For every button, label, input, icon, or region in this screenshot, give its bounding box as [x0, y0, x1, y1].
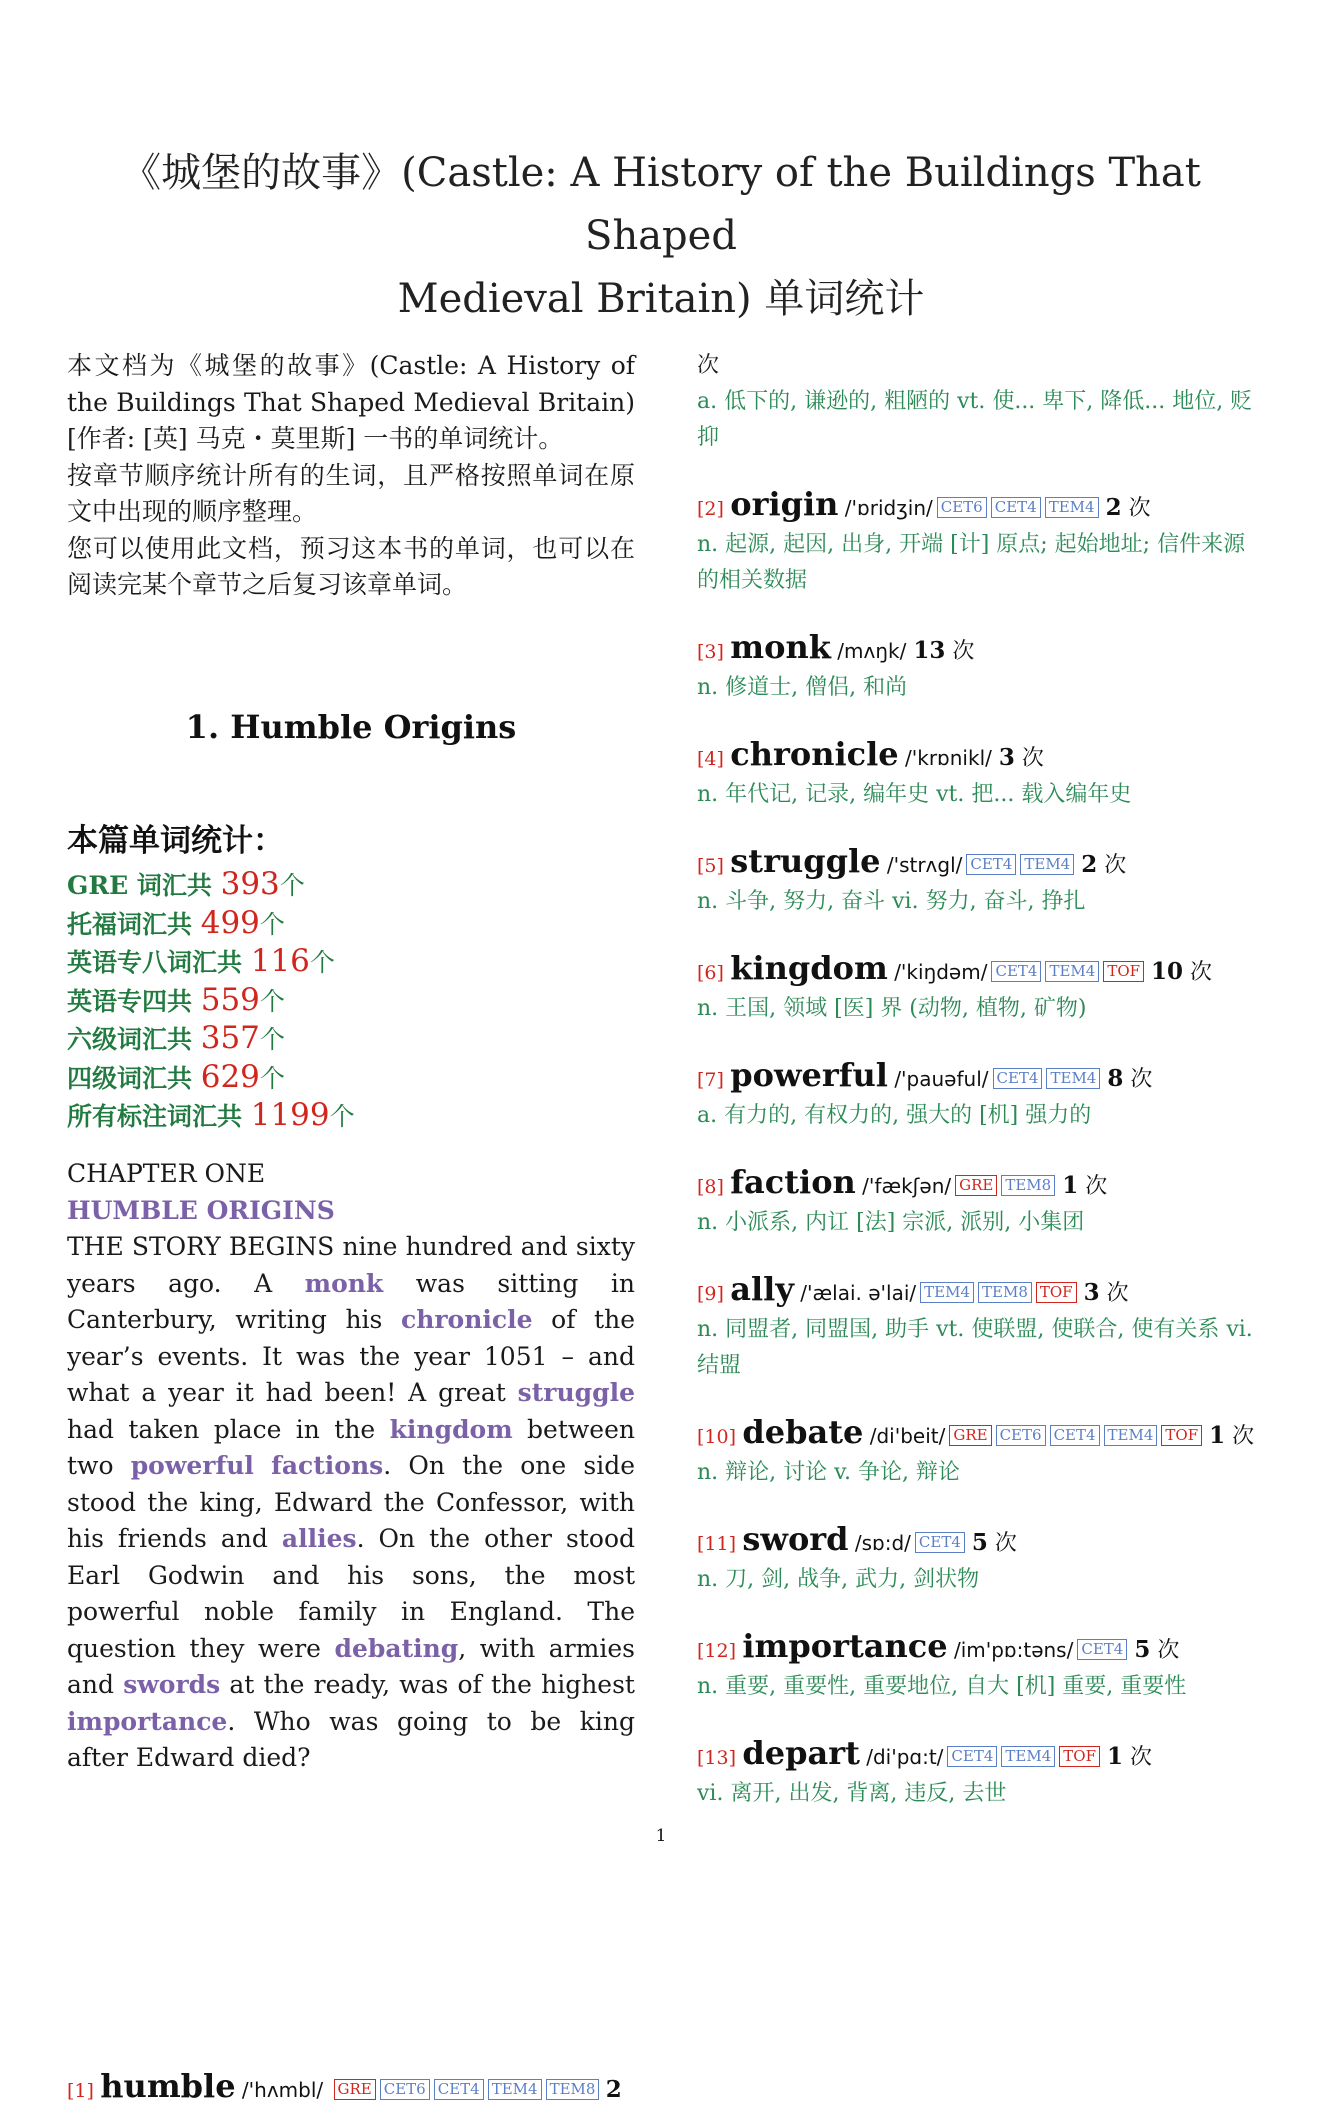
stat-unit: 个: [259, 986, 285, 1016]
highlighted-word: debating: [334, 1633, 459, 1663]
entry-count: 1 次: [1106, 1743, 1152, 1770]
entry-head: [697, 1271, 1267, 1312]
entry-index: [2]: [697, 498, 724, 520]
entry-word: powerful: [730, 1056, 888, 1094]
entry-definition: n. 修道士, 僧侣, 和尚: [697, 675, 908, 700]
stat-number: 499: [200, 904, 260, 941]
stat-number: 1199: [250, 1097, 330, 1133]
level-tag: TOF: [1161, 1425, 1202, 1446]
entry-count: 2: [605, 2076, 622, 2103]
entry-head: [697, 1414, 1267, 1455]
level-tag: CET4: [434, 2079, 484, 2100]
intro-paragraph: 您可以使用此文档，预习这本书的单词，也可以在阅读完某个章节之后复习该章单词。: [67, 533, 635, 599]
chapter-heading: 1. Humble Origins: [185, 708, 517, 746]
entry-definition: n. 年代记, 记录, 编年史 vt. 把... 载入编年史: [697, 782, 1132, 807]
vocab-entry: [697, 486, 1267, 599]
entry-phonetic: /di'pɑ:t/: [866, 1745, 944, 1769]
page-number: 1: [655, 1826, 667, 1846]
highlighted-word: swords: [123, 1670, 221, 1699]
entry-word: struggle: [730, 842, 881, 880]
entry-definition: n. 斗争, 努力, 奋斗 vi. 努力, 奋斗, 挣扎: [697, 889, 1086, 914]
entry-phonetic: /'ælai. ə'lai/: [800, 1281, 917, 1305]
story-text: [67, 1156, 635, 1777]
level-tag: TOF: [1103, 961, 1144, 982]
spacer: [697, 706, 1267, 736]
stats-heading: 本篇单词统计：: [67, 823, 284, 859]
entry-phonetic: /im'pɒ:təns/: [953, 1638, 1074, 1662]
level-tag: CET4: [947, 1746, 997, 1767]
entry-word: sword: [742, 1520, 849, 1558]
left-column: [67, 348, 636, 2105]
spacer: [697, 1491, 1267, 1521]
spacer: [697, 1598, 1267, 1628]
level-tag: CET4: [993, 1068, 1043, 1089]
entry-index: [7]: [697, 1069, 724, 1091]
level-tag: CET6: [996, 1425, 1046, 1446]
entry-head: [697, 1628, 1267, 1669]
vocab-entry: [697, 629, 1267, 706]
spacer: [697, 599, 1267, 629]
intro-paragraph: 按章节顺序统计所有的生词，且严格按照单词在原文中出现的顺序整理。: [67, 460, 635, 526]
entry-count: 10 次: [1151, 958, 1213, 985]
stat-row: [67, 943, 355, 982]
spacer: [697, 456, 1267, 486]
entry-phonetic: /'krɒnikl/: [905, 746, 992, 770]
entry-word: faction: [730, 1163, 856, 1201]
level-tag: GRE: [955, 1175, 997, 1196]
right-column: [697, 348, 1267, 1812]
stat-unit: 个: [259, 1063, 285, 1093]
level-tag: TEM4: [1001, 1746, 1055, 1767]
entry-definition: n. 同盟者, 同盟国, 助手 vt. 使联盟, 使联合, 使有关系 vi. 结盟: [697, 1317, 1253, 1378]
level-tag: TEM4: [1104, 1425, 1158, 1446]
entry-index: [1]: [67, 2080, 94, 2102]
level-tag: TEM8: [546, 2079, 600, 2100]
level-tag: TOF: [1036, 1282, 1077, 1303]
stat-row: [67, 905, 355, 944]
entry-definition: n. 王国, 领域 [医] 界 (动物, 植物, 矿物): [697, 996, 1087, 1021]
title-line-1: 《城堡的故事》(Castle: A History of the Buildings That Shaped: [121, 150, 1201, 259]
level-tag: CET6: [380, 2079, 430, 2100]
highlighted-word: importance: [67, 1706, 228, 1736]
stat-number: 393: [220, 866, 280, 902]
entry-word: importance: [742, 1627, 948, 1665]
chapter-title: HUMBLE ORIGINS: [67, 1195, 335, 1225]
entry-count: 3 次: [1083, 1279, 1129, 1306]
entry-definition: n. 刀, 剑, 战争, 武力, 剑状物: [697, 1567, 980, 1592]
vocab-entry: [697, 1521, 1267, 1598]
highlighted-word: struggle: [517, 1378, 635, 1407]
level-tag: GRE: [949, 1425, 991, 1446]
entry-definition: n. 小派系, 内讧 [法] 宗派, 派别, 小集团: [697, 1210, 1085, 1235]
highlighted-word: chronicle: [400, 1305, 533, 1334]
entry-head: [697, 843, 1267, 884]
stat-label: 所有标注词汇共: [67, 1102, 251, 1131]
level-tag: TEM4: [1045, 961, 1099, 982]
spacer: [697, 1705, 1267, 1735]
entry-head: [697, 736, 1267, 777]
entry-phonetic: /'ɒridʒin/: [844, 496, 933, 520]
entry-head: [697, 1164, 1267, 1205]
entry-definition: vi. 离开, 出发, 背离, 违反, 去世: [697, 1781, 1007, 1806]
vocab-entry: [697, 1735, 1267, 1812]
stat-row: [67, 1020, 355, 1059]
entry-index: [10]: [697, 1426, 737, 1448]
vocab-entry: [67, 2068, 635, 2109]
highlighted-word: powerful: [130, 1451, 254, 1480]
entry-phonetic: /sɒ:d/: [854, 1531, 911, 1555]
level-tag: CET6: [937, 497, 987, 518]
stat-label: 托福词汇共: [67, 909, 201, 939]
entry-count: 13 次: [913, 637, 975, 664]
spacer: [697, 813, 1267, 843]
level-tag: CET4: [915, 1532, 965, 1553]
entry-phonetic: /'strʌgl/: [886, 853, 963, 877]
stat-row: [67, 982, 355, 1021]
level-tag: TEM4: [488, 2079, 542, 2100]
level-tag: CET4: [966, 854, 1016, 875]
entry-phonetic: /'kiŋdəm/: [894, 960, 988, 984]
spacer: [697, 920, 1267, 950]
stat-number: 559: [200, 981, 260, 1018]
entry-head: [697, 1735, 1267, 1776]
stat-number: 116: [250, 943, 310, 979]
entry-phonetic: /'hʌmbl/: [241, 2078, 324, 2102]
intro-section: [67, 348, 635, 604]
stat-number: 629: [200, 1058, 260, 1095]
stat-label: GRE 词汇共: [67, 871, 221, 900]
stat-unit: 个: [259, 909, 285, 939]
entry-word: chronicle: [730, 735, 899, 773]
stat-label: 英语专四共: [67, 986, 201, 1016]
intro-paragraph: 本文档为《城堡的故事》(Castle: A History of the Buildings That Shaped Medieval Britain)[作者: [英] 马克・莫里斯] 一书的单词统计。: [67, 351, 635, 453]
entry-index: [5]: [697, 855, 724, 877]
entry-count: 3 次: [998, 744, 1044, 771]
entry-count: 5 次: [971, 1529, 1017, 1556]
highlighted-word: monk: [304, 1268, 384, 1298]
entry-count: 8 次: [1107, 1065, 1153, 1092]
stat-row: [67, 1059, 355, 1098]
highlighted-word: allies: [281, 1524, 357, 1553]
entry-index: [12]: [697, 1640, 737, 1662]
document-title: [70, 142, 1252, 331]
vocab-entry-continued: [697, 348, 1267, 456]
entry-phonetic: /di'beit/: [869, 1424, 946, 1448]
entry-head: [697, 629, 1267, 670]
vocab-entry: [697, 843, 1267, 920]
entry-phonetic: /'fækʃən/: [862, 1174, 952, 1198]
entry-index: [3]: [697, 641, 724, 663]
spacer: [697, 1384, 1267, 1414]
entry-tags: [330, 2078, 600, 2102]
entry-count-suffix: 次: [697, 353, 720, 378]
entry-phonetic: /'pauəful/: [894, 1067, 989, 1091]
level-tag: GRE: [334, 2079, 376, 2100]
entry-word: kingdom: [730, 949, 888, 987]
stat-number: 357: [200, 1020, 260, 1056]
entry-definition: a. 有力的, 有权力的, 强大的 [机] 强力的: [697, 1103, 1092, 1128]
entry-index: [11]: [697, 1533, 737, 1555]
entry-head: [697, 486, 1267, 527]
spacer: [697, 1134, 1267, 1164]
stat-row: [67, 1097, 355, 1136]
vocab-entry: [697, 1271, 1267, 1384]
stat-unit: 个: [309, 948, 335, 977]
highlighted-word: factions: [271, 1451, 384, 1480]
stat-row: [67, 866, 355, 905]
entry-head: [697, 950, 1267, 991]
entry-count: 2 次: [1105, 494, 1151, 521]
entry-index: [9]: [697, 1283, 724, 1305]
story-paragraph: THE STORY BEGINS nine hundred and sixty years ago. A monk was sitting in Canterbury, writing his chronicle of the year’s events. It was the year 1051 – and what a year it had been! A great struggle had taken place in the kingdom between two powerful factions. On the one side stood the king, Edward the Confessor, with his friends and allies. On the other stood Earl Godwin and his sons, the most powerful noble family in England. The question they were debating, with armies and swords at the ready, was of the highest importance. Who was going to be king after Edward died?: [67, 1232, 636, 1772]
entry-word: humble: [100, 2067, 236, 2105]
vocab-entry: [697, 736, 1267, 813]
vocab-entry: [697, 1628, 1267, 1705]
vocab-entry: [697, 950, 1267, 1027]
spacer: [697, 1027, 1267, 1057]
title-line-2: Medieval Britain) 单词统计: [397, 276, 925, 322]
chapter-label: CHAPTER ONE: [67, 1159, 266, 1188]
level-tag: CET4: [991, 961, 1041, 982]
entry-count: 1 次: [1062, 1172, 1108, 1199]
entry-word: ally: [730, 1270, 794, 1308]
level-tag: TEM4: [1045, 497, 1099, 518]
stat-label: 六级词汇共: [67, 1025, 201, 1054]
entry-phonetic: /mʌŋk/: [837, 639, 907, 663]
entry-definition: n. 重要, 重要性, 重要地位, 自大 [机] 重要, 重要性: [697, 1674, 1187, 1699]
stat-unit: 个: [259, 1025, 285, 1054]
entry-definition: a. 低下的, 谦逊的, 粗陋的 vt. 使... 卑下, 降低... 地位, 贬抑: [697, 389, 1253, 450]
level-tag: TOF: [1059, 1746, 1100, 1767]
level-tag: TEM4: [1046, 1068, 1100, 1089]
stat-unit: 个: [329, 1102, 355, 1131]
entry-head: [697, 1057, 1267, 1098]
level-tag: TEM4: [920, 1282, 974, 1303]
level-tag: CET4: [1077, 1639, 1127, 1660]
entry-definition: n. 起源, 起因, 出身, 开端 [计] 原点; 起始地址; 信件来源的相关数据: [697, 532, 1246, 593]
stat-label: 英语专八词汇共: [67, 948, 251, 977]
level-tag: TEM8: [978, 1282, 1032, 1303]
level-tag: CET4: [1050, 1425, 1100, 1446]
spacer: [697, 1241, 1267, 1271]
vocab-entry: [697, 1057, 1267, 1134]
level-tag: TEM4: [1020, 854, 1074, 875]
entry-word: origin: [730, 485, 839, 523]
stat-label: 四级词汇共: [67, 1063, 201, 1093]
entry-index: [8]: [697, 1176, 724, 1198]
entry-word: monk: [730, 628, 831, 666]
highlighted-word: kingdom: [389, 1414, 513, 1444]
entry-word: debate: [742, 1413, 864, 1451]
vocab-entry: [697, 1164, 1267, 1241]
entry-index: [6]: [697, 962, 724, 984]
level-tag: CET4: [991, 497, 1041, 518]
stats-list: [67, 866, 355, 1136]
entry-index: [4]: [697, 748, 724, 770]
vocab-list: [697, 456, 1267, 1812]
entry-index: [13]: [697, 1747, 737, 1769]
stats-section: [67, 820, 355, 1136]
entry-count: 2 次: [1081, 851, 1127, 878]
entry-count: 1 次: [1209, 1422, 1255, 1449]
level-tag: TEM8: [1001, 1175, 1055, 1196]
vocab-entry: [697, 1414, 1267, 1491]
entry-head: [697, 1521, 1267, 1562]
entry-count: 5 次: [1134, 1636, 1180, 1663]
stat-unit: 个: [279, 871, 305, 900]
entry-definition: n. 辩论, 讨论 v. 争论, 辩论: [697, 1460, 960, 1485]
entry-word: depart: [742, 1734, 860, 1772]
